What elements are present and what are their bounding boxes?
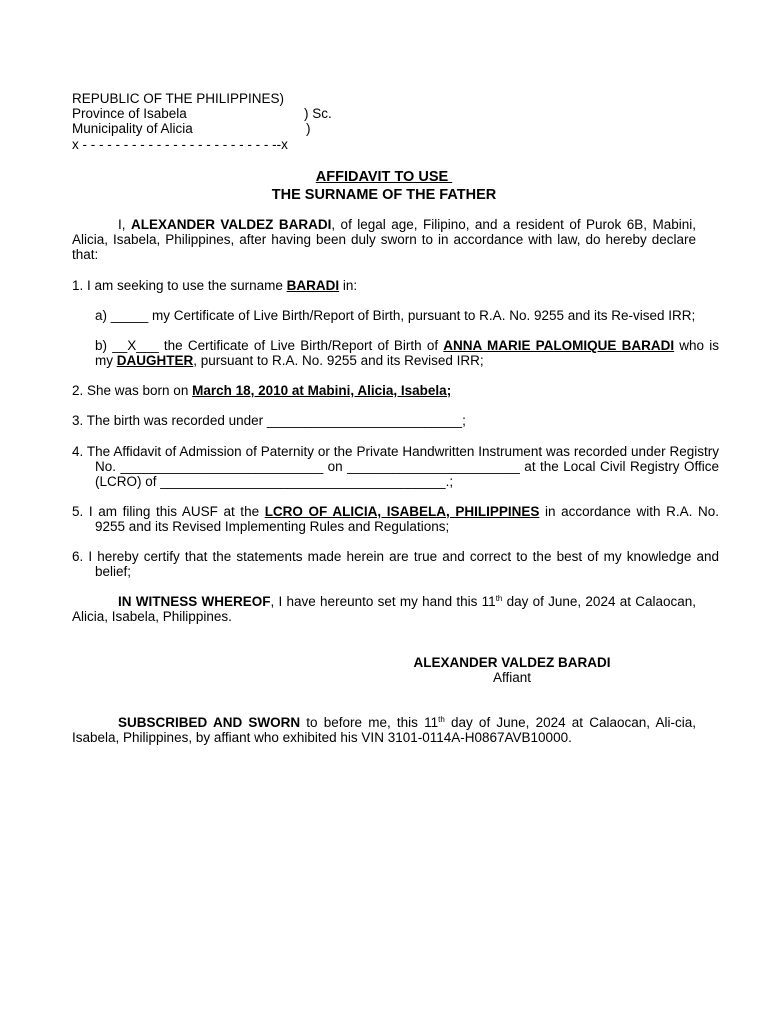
jurat-sup: th <box>438 715 445 724</box>
witness-lead: IN WITNESS WHEREOF <box>118 594 271 609</box>
item-1b-prefix: b) __X___ the Certificate of Live Birth/Report of Birth of <box>95 338 444 353</box>
signatory-role: Affiant <box>492 670 532 686</box>
intro-paragraph <box>72 217 696 263</box>
intro-text: , of legal age, Filipino, and a resident of Purok 6B, Mabini, Alicia, Isabela, Philippines, after having been duly sworn to in accordance with law, do hereby declare that: <box>72 217 696 263</box>
jurat-text-2: day of June, 2024 at Calaocan, Ali-cia, Isabela, Philippines, by affiant who exhibited his VIN 3101-0114A-H0867AVB10000. <box>72 715 696 746</box>
title-line-2: THE SURNAME OF THE FATHER <box>271 187 497 203</box>
item-1b-suffix: , pursuant to R.A. No. 9255 and its Revised IRR; <box>193 353 484 369</box>
item-1 <box>72 278 696 293</box>
surname: BARADI <box>286 278 340 293</box>
caption-province: Province of Isabela <box>72 106 187 122</box>
item-2 <box>72 383 696 398</box>
caption-republic: REPUBLIC OF THE PHILIPPINES) <box>72 91 285 106</box>
jurat-paragraph <box>72 715 696 745</box>
child-name: ANNA MARIE PALOMIQUE BARADI <box>443 338 675 353</box>
item-1-suffix: in: <box>339 278 358 293</box>
lcro-location: LCRO OF ALICIA, ISABELA, PHILIPPINES <box>264 504 540 519</box>
jurat-lead: SUBSCRIBED AND SWORN <box>118 715 301 730</box>
signatory-name: ALEXANDER VALDEZ BARADI <box>413 655 611 670</box>
caption-divider: x - - - - - - - - - - - - - - - - - - - - - - - --x <box>72 136 288 152</box>
item-6-text: 6. I hereby certify that the statements made herein are true and correct to the best of my knowledge and belief; <box>72 549 719 580</box>
caption-paren: ) <box>306 121 311 137</box>
item-4 <box>72 444 719 490</box>
item-1b-middle: who is my <box>95 338 719 369</box>
item-1a <box>72 308 719 323</box>
witness-text-1: , I have hereunto set my hand this 11 <box>270 594 496 609</box>
caption-sc: ) Sc. <box>304 106 332 122</box>
jurat-text-1: to before me, this 11 <box>300 715 439 730</box>
title-line-1: AFFIDAVIT TO USE <box>315 169 453 185</box>
signature-block <box>392 655 632 685</box>
item-5-suffix: in accordance with R.A. No. 9255 and its Revised Implementing Rules and Regulations; <box>95 504 720 535</box>
item-1a-text: a) _____ my Certificate of Live Birth/Report of Birth, pursuant to R.A. No. 9255 and its Re-vised IRR; <box>95 308 696 323</box>
witness-sup: th <box>495 594 503 603</box>
affiant-name: ALEXANDER VALDEZ BARADI <box>130 217 332 232</box>
item-1-text: 1. I am seeking to use the surname <box>72 278 287 293</box>
intro-prefix: I, <box>118 217 131 232</box>
item-5 <box>72 504 719 534</box>
item-6 <box>72 549 719 579</box>
item-1b <box>72 338 719 368</box>
document-title <box>72 168 696 204</box>
item-5-prefix: 5. I am filing this AUSF at the <box>72 504 265 519</box>
item-3-text: 3. The birth was recorded under __________________________; <box>72 413 466 428</box>
witness-text-2: day of June, 2024 at Calaocan, Alicia, Isabela, Philippines. <box>72 594 697 625</box>
item-2-prefix: 2. She was born on <box>72 383 193 398</box>
item-4-text: 4. The Affidavit of Admission of Paternity or the Private Handwritten Instrument was recorded under Registry No. ___________________________ on _______________________ at the Local Civil Registry Office (LCRO) of ______________________________________.; <box>72 444 719 490</box>
venue-caption <box>72 91 696 152</box>
relation: DAUGHTER <box>116 353 194 369</box>
caption-municipality: Municipality of Alicia <box>72 121 193 137</box>
item-3 <box>72 413 696 428</box>
witness-paragraph <box>72 594 696 624</box>
birth-details: March 18, 2010 at Mabini, Alicia, Isabela; <box>192 383 452 398</box>
